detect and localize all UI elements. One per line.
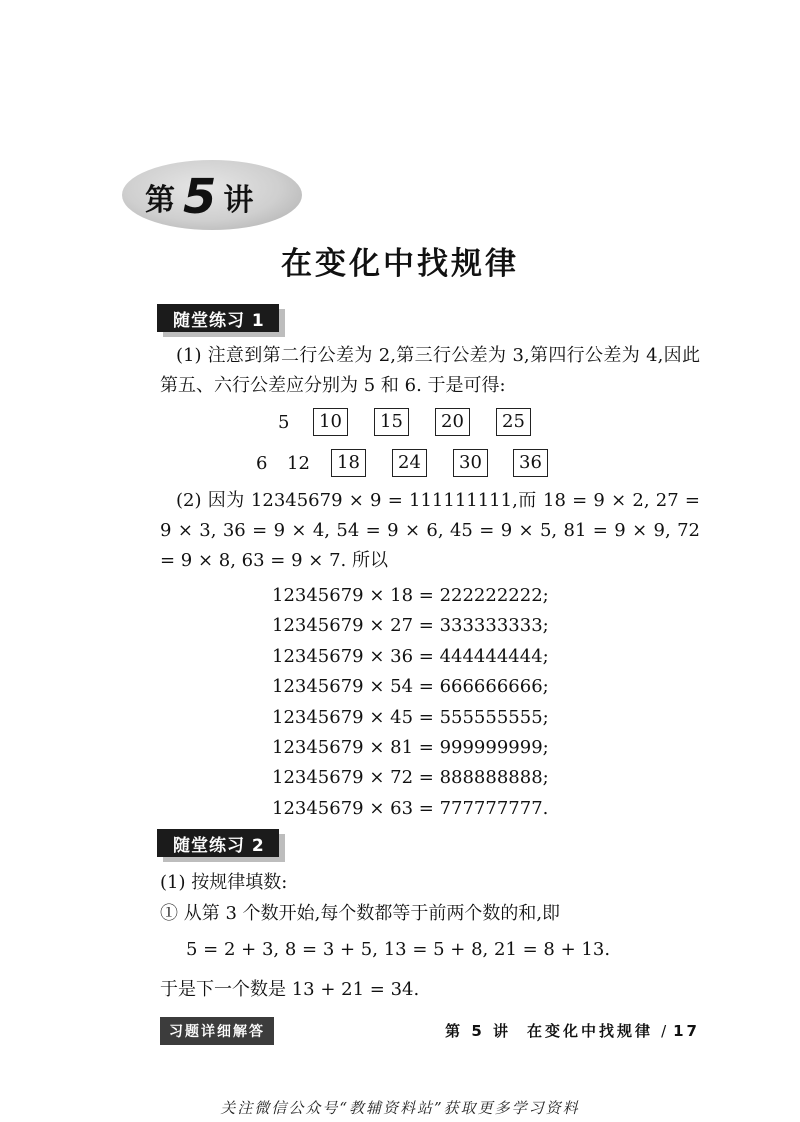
lecture-prefix: 第: [145, 183, 175, 218]
equation-line: 12345679 × 18 = 222222222;: [272, 585, 549, 606]
sequence-row-5: [160, 408, 700, 442]
watermark-note: 关注微信公众号“教辅资料站”获取更多学习资料: [220, 1099, 580, 1117]
practice-2-line-4: 于是下一个数是 13 + 21 = 34.: [160, 979, 420, 1000]
equation-line: 12345679 × 54 = 666666666;: [272, 676, 549, 698]
lecture-number: 5: [183, 169, 216, 225]
practice-2-line-2: ① 从第 3 个数开始,每个数都等于前两个数的和,即: [160, 903, 561, 924]
equation-line: 12345679 × 81 = 999999999;: [272, 737, 549, 759]
equation-list: [272, 581, 549, 824]
equation-line: 12345679 × 45 = 555555555;: [272, 706, 549, 728]
lecture-badge: [145, 169, 254, 225]
practice-2-line-3: 5 = 2 + 3, 8 = 3 + 5, 13 = 5 + 8, 21 = 8 + 13.: [186, 939, 611, 960]
seq-cell-boxed: 36: [513, 449, 548, 477]
equation-line: 12345679 × 63 = 777777777.: [272, 797, 549, 819]
footer-book-label: 习题详细解答: [160, 1017, 274, 1045]
sequence-row-6: [160, 449, 700, 483]
equation-line: 12345679 × 27 = 333333333;: [272, 615, 549, 637]
seq-cell-boxed: 24: [392, 449, 427, 477]
page-number: 17: [673, 1022, 700, 1040]
practice-1-part-2-text: (2) 因为 12345679 × 9 = 111111111,而 18 = 9 × 2, 27 = 9 × 3, 36 = 9 × 4, 54 = 9 × 6, 45 = 9 × 5, 81 = 9 × 9, 72 = 9 × 8, 63 = 9 × 7. 所以: [160, 490, 700, 571]
practice-1-part-1-text: (1) 注意到第二行公差为 2,第三行公差为 3,第四行公差为 4,因此第五、六行公差应分别为 5 和 6. 于是可得:: [160, 345, 700, 396]
seq-cell: 12: [287, 453, 310, 474]
seq-cell-boxed: 18: [331, 449, 366, 477]
seq-cell-boxed: 25: [496, 408, 531, 436]
practice-1-part-1: [160, 341, 700, 401]
seq-cell: 6: [256, 453, 268, 474]
seq-cell-boxed: 10: [313, 408, 348, 436]
seq-cell-boxed: 20: [435, 408, 470, 436]
seq-cell-boxed: 15: [374, 408, 409, 436]
seq-cell-boxed: 30: [453, 449, 488, 477]
section-label-practice-1: 随堂练习 1: [157, 304, 279, 332]
practice-2-line-1: (1) 按规律填数:: [160, 872, 288, 893]
seq-cell: 5: [278, 412, 290, 433]
equation-line: 12345679 × 72 = 888888888;: [272, 767, 549, 789]
page-title: 在变化中找规律: [281, 246, 519, 282]
footer-lecture: 第 5 讲: [445, 1022, 512, 1040]
lecture-suffix: 讲: [223, 183, 254, 218]
equation-line: 12345679 × 36 = 444444444;: [272, 645, 549, 667]
section-label-practice-2: 随堂练习 2: [157, 829, 279, 857]
running-footer: [440, 1020, 700, 1041]
footer-divider: /: [661, 1022, 670, 1040]
footer-topic: 在变化中找规律: [527, 1022, 654, 1040]
practice-1-part-2: [160, 486, 700, 576]
